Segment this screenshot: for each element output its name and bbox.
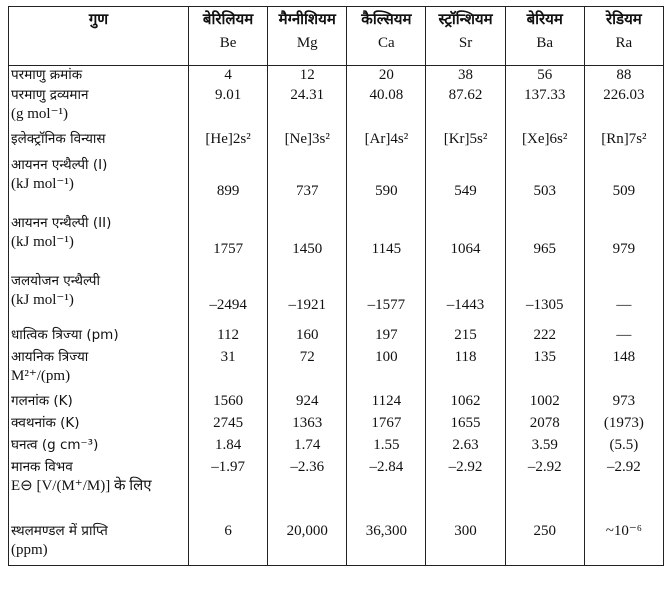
- row-label: गलनांक (K): [9, 392, 189, 414]
- row-label: क्वथनांक (K): [9, 414, 189, 436]
- cell: 1757: [189, 214, 268, 272]
- cell: 4: [189, 66, 268, 86]
- cell: 215: [426, 326, 505, 348]
- row-label-text: आयनन एन्थैल्पी (I): [11, 156, 108, 173]
- cell: 88: [584, 66, 663, 86]
- cell: 20: [347, 66, 426, 86]
- cell: 979: [584, 214, 663, 272]
- cell: 965: [505, 214, 584, 272]
- cell: 2.63: [426, 436, 505, 458]
- row-label-text: मानक विभव: [11, 458, 73, 475]
- properties-table: [8, 6, 664, 566]
- cell: –1.97: [189, 458, 268, 522]
- cell: 112: [189, 326, 268, 348]
- row-label: इलेक्ट्रॉनिक विन्यास: [9, 130, 189, 156]
- cell: 1767: [347, 414, 426, 436]
- cell: 100: [347, 348, 426, 392]
- row-label: [9, 522, 189, 566]
- row-label: [9, 156, 189, 214]
- cell: –2.84: [347, 458, 426, 522]
- row-unit: (g mol⁻¹): [11, 105, 68, 122]
- header-symbol: Ra: [615, 35, 633, 51]
- header-name: स्ट्रॉन्शियम: [438, 12, 493, 28]
- row-label-text: स्थलमण्डल में प्राप्ति: [11, 522, 108, 539]
- table-row: [9, 214, 664, 272]
- cell: 40.08: [347, 86, 426, 130]
- cell: 36,300: [347, 522, 426, 566]
- cell: 300: [426, 522, 505, 566]
- cell: —: [584, 272, 663, 326]
- cell: –2494: [189, 272, 268, 326]
- table-row: [9, 156, 664, 214]
- cell: 24.31: [268, 86, 347, 130]
- cell: 197: [347, 326, 426, 348]
- header-col-ra: [584, 7, 663, 66]
- row-unit: E⊖ [V/(M⁺/M)] के लिए: [11, 477, 152, 494]
- cell: 137.33: [505, 86, 584, 130]
- table-row: [9, 272, 664, 326]
- table-row: [9, 458, 664, 522]
- cell: 3.59: [505, 436, 584, 458]
- row-label: घनत्व (g cm⁻³): [9, 436, 189, 458]
- cell: 1450: [268, 214, 347, 272]
- header-name: बेरियम: [526, 12, 563, 28]
- cell: 226.03: [584, 86, 663, 130]
- table-row: [9, 326, 664, 348]
- row-label-text: परमाणु द्रव्यमान: [11, 86, 89, 103]
- cell: 135: [505, 348, 584, 392]
- cell: 1.55: [347, 436, 426, 458]
- row-label: परमाणु क्रमांक: [9, 66, 189, 86]
- row-label: [9, 214, 189, 272]
- row-unit: (ppm): [11, 541, 48, 558]
- table-row: [9, 436, 664, 458]
- header-symbol: Be: [219, 35, 237, 51]
- table-row: [9, 348, 664, 392]
- cell: 1560: [189, 392, 268, 414]
- cell: 9.01: [189, 86, 268, 130]
- cell: 509: [584, 156, 663, 214]
- row-label: [9, 458, 189, 522]
- table-row: [9, 392, 664, 414]
- header-col-ba: [505, 7, 584, 66]
- header-col-be: [189, 7, 268, 66]
- row-label: [9, 86, 189, 130]
- header-symbol: Ba: [536, 35, 554, 51]
- row-label-text: आयनन एन्थैल्पी (II): [11, 214, 112, 231]
- cell: [Ar]4s²: [347, 130, 426, 156]
- header-symbol: Mg: [296, 35, 318, 51]
- cell: 222: [505, 326, 584, 348]
- cell: 737: [268, 156, 347, 214]
- cell: –1443: [426, 272, 505, 326]
- cell: 160: [268, 326, 347, 348]
- cell: –1921: [268, 272, 347, 326]
- row-unit: (kJ mol⁻¹): [11, 175, 74, 192]
- cell: 899: [189, 156, 268, 214]
- header-name: मैग्नीशियम: [278, 12, 336, 28]
- cell: 20,000: [268, 522, 347, 566]
- table-header-row: [9, 7, 664, 66]
- cell: ~10⁻⁶: [584, 522, 663, 566]
- table-row: [9, 130, 664, 156]
- row-label: [9, 272, 189, 326]
- table-row: [9, 414, 664, 436]
- header-col-sr: [426, 7, 505, 66]
- cell: 6: [189, 522, 268, 566]
- cell: –2.92: [505, 458, 584, 522]
- cell: [Ne]3s²: [268, 130, 347, 156]
- cell: 1062: [426, 392, 505, 414]
- header-name: बेरिलियम: [202, 12, 254, 28]
- table-row: [9, 66, 664, 86]
- cell: 12: [268, 66, 347, 86]
- cell: 1124: [347, 392, 426, 414]
- table-row: [9, 86, 664, 130]
- row-unit: M²⁺/(pm): [11, 367, 71, 384]
- cell: 56: [505, 66, 584, 86]
- row-label: [9, 348, 189, 392]
- cell: 87.62: [426, 86, 505, 130]
- header-name: कैल्सियम: [361, 12, 412, 28]
- cell: [Xe]6s²: [505, 130, 584, 156]
- cell: 549: [426, 156, 505, 214]
- cell: 1064: [426, 214, 505, 272]
- cell: 1363: [268, 414, 347, 436]
- cell: 38: [426, 66, 505, 86]
- cell: (1973): [584, 414, 663, 436]
- header-col-ca: [347, 7, 426, 66]
- header-symbol: Sr: [458, 35, 473, 51]
- cell: [Kr]5s²: [426, 130, 505, 156]
- cell: [Rn]7s²: [584, 130, 663, 156]
- cell: 250: [505, 522, 584, 566]
- cell: 2745: [189, 414, 268, 436]
- cell: 31: [189, 348, 268, 392]
- header-symbol: Ca: [378, 35, 395, 51]
- cell: (5.5): [584, 436, 663, 458]
- row-label-text: जलयोजन एन्थैल्पी: [11, 272, 100, 289]
- cell: 973: [584, 392, 663, 414]
- header-property: गुण: [9, 7, 189, 66]
- cell: 1145: [347, 214, 426, 272]
- header-name: रेडियम: [606, 12, 642, 28]
- cell: 72: [268, 348, 347, 392]
- cell: 1.74: [268, 436, 347, 458]
- cell: –1305: [505, 272, 584, 326]
- cell: –2.36: [268, 458, 347, 522]
- cell: –1577: [347, 272, 426, 326]
- cell: –2.92: [584, 458, 663, 522]
- header-col-mg: [268, 7, 347, 66]
- cell: 924: [268, 392, 347, 414]
- cell: 1002: [505, 392, 584, 414]
- cell: –2.92: [426, 458, 505, 522]
- cell: 590: [347, 156, 426, 214]
- cell: 148: [584, 348, 663, 392]
- cell: —: [584, 326, 663, 348]
- row-label: धात्विक त्रिज्या (pm): [9, 326, 189, 348]
- cell: 118: [426, 348, 505, 392]
- cell: [He]2s²: [189, 130, 268, 156]
- row-label-text: आयनिक त्रिज्या: [11, 348, 89, 365]
- cell: 1655: [426, 414, 505, 436]
- cell: 1.84: [189, 436, 268, 458]
- row-unit: (kJ mol⁻¹): [11, 291, 74, 308]
- cell: 503: [505, 156, 584, 214]
- row-unit: (kJ mol⁻¹): [11, 233, 74, 250]
- table-row: [9, 522, 664, 566]
- cell: 2078: [505, 414, 584, 436]
